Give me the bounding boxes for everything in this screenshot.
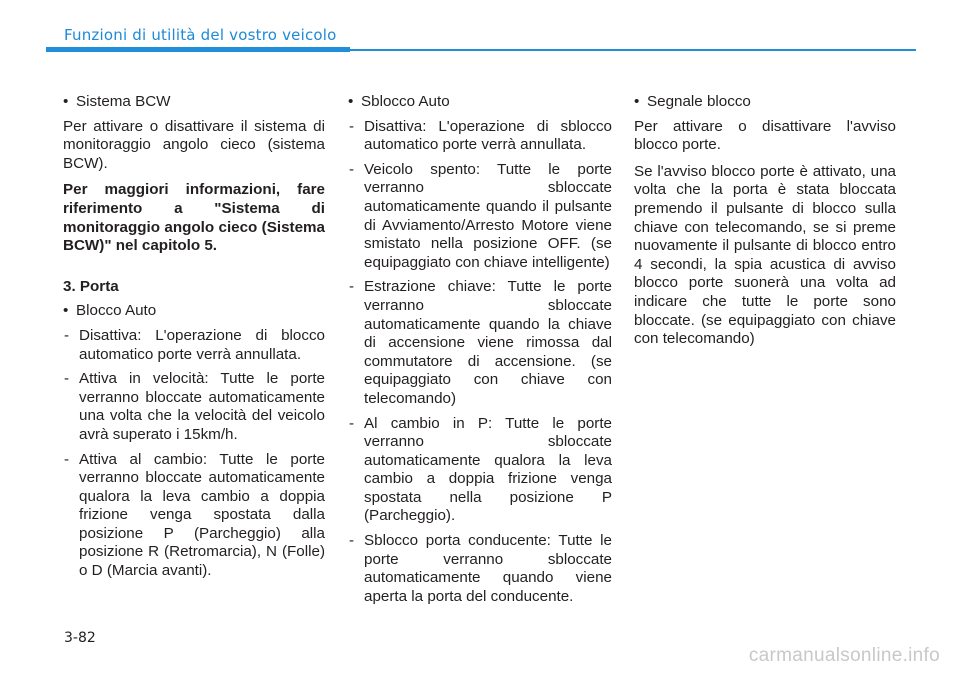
blocco-item: - Disattiva: L'operazione di blocco automatico porte verrà annullata. (63, 327, 325, 364)
blocco-item: - Attiva al cambio: Tutte le porte verranno bloccate automaticamente qualora la leva cambio a doppia frizione venga spostata dalla posizione P (Parcheggio) alla posizione R (Retromarcia), N (Folle) o D (Marcia avanti). (63, 451, 325, 581)
watermark: carmanualsonline.info (748, 645, 940, 666)
sblocco-item: - Veicolo spento: Tutte le porte verranno sbloccate automaticamente quando il pulsante di Avviamento/Arresto Motore viene smistato nella posizione OFF. (se equipaggiato con chiave intelligente) (348, 161, 612, 273)
section-title: Funzioni di utilità del vostro veicolo (64, 26, 337, 44)
sblocco-item: - Disattiva: L'operazione di sblocco automatico porte verrà annullata. (348, 118, 612, 155)
header-rule-thick (46, 47, 350, 52)
bullet-sblocco-auto: • Sblocco Auto (348, 93, 612, 112)
sblocco-item: - Estrazione chiave: Tutte le porte verranno sbloccate automaticamente quando la chiave di accensione viene rimossa dal commutatore di accensione. (se equipaggiato con chiave con telecomando) (348, 278, 612, 408)
bullet-bcw: • Sistema BCW (63, 93, 325, 112)
heading-porta: 3. Porta (63, 277, 119, 295)
bullet-segnale-blocco: • Segnale blocco (634, 93, 896, 112)
blocco-item: - Attiva in velocità: Tutte le porte verranno bloccate automaticamente una volta che la velocità del veicolo avrà superato i 15km/h. (63, 370, 325, 444)
header-rule-thin (350, 49, 916, 51)
column-2 (348, 93, 612, 612)
column-3 (634, 93, 896, 357)
column-1 (63, 93, 325, 587)
segnale-details: Se l'avviso blocco porte è attivato, una volta che la porta è stata bloccata premendo il pulsante di blocco sulla chiave con telecomando, se si preme nuovamente il pulsante di blocco entro 4 secondi, la spia acustica di avviso blocco porte suonerà una volta ad indicare che tutte le porte sono bloccate. (se equipaggiato con chiave con telecomando) (634, 162, 896, 348)
segnale-description: Per attivare o disattivare l'avviso blocco porte. (634, 117, 896, 154)
sblocco-item: - Sblocco porta conducente: Tutte le porte verranno sbloccate automaticamente quando viene aperta la porta del conducente. (348, 532, 612, 606)
page-number: 3-82 (64, 630, 96, 646)
sblocco-item: - Al cambio in P: Tutte le porte verranno sbloccate automaticamente qualora la leva cambio a doppia frizione venga spostata nella posizione P (Parcheggio). (348, 415, 612, 527)
bcw-description: Per attivare o disattivare il sistema di monitoraggio angolo cieco (sistema BCW). (63, 117, 325, 172)
bullet-blocco-auto: • Blocco Auto (63, 302, 325, 321)
bcw-reference-note: Per maggiori informazioni, fare riferimento a "Sistema di monitoraggio angolo cieco (Sistema BCW)" nel capitolo 5. (63, 181, 325, 255)
